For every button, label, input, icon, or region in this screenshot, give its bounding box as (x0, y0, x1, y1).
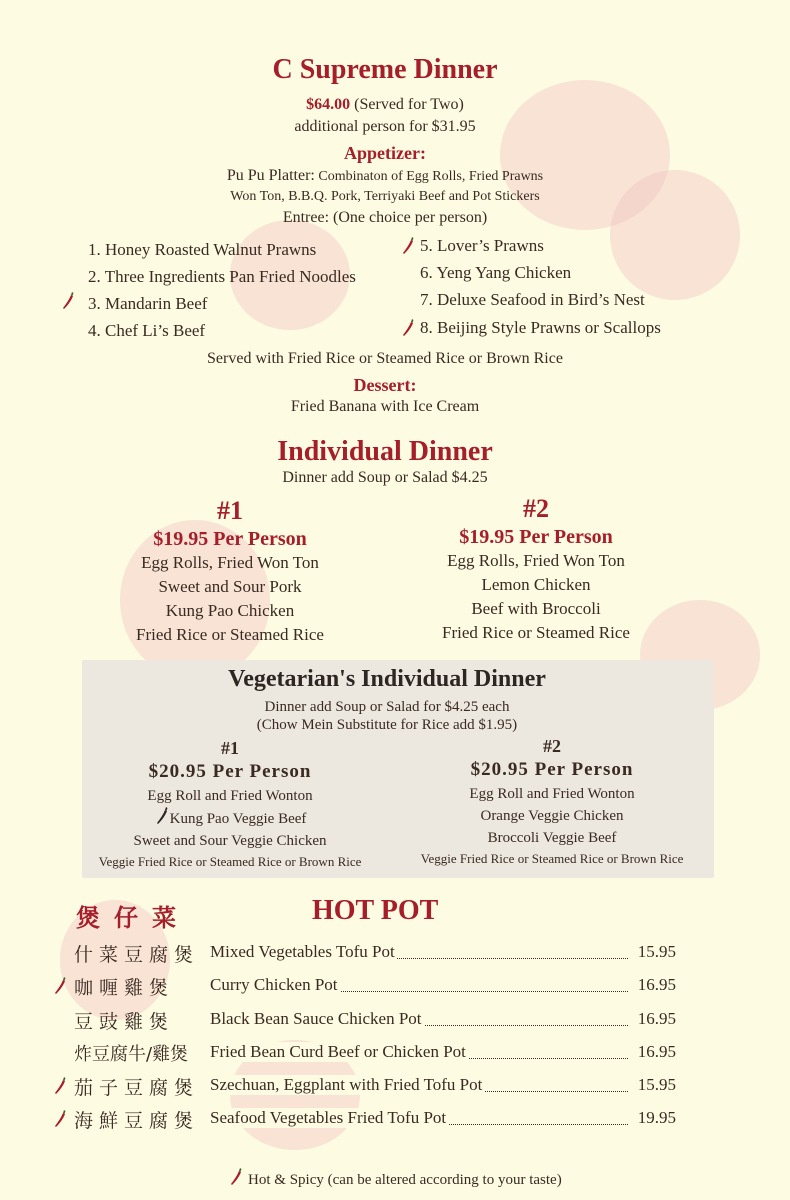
option-item: Egg Roll and Fried Wonton (469, 786, 635, 802)
chili-pepper-icon (400, 237, 416, 258)
hotpot-item-en: Black Bean Sauce Chicken Pot (210, 1009, 422, 1028)
entree-item: 1. Honey Roasted Walnut Prawns (88, 240, 317, 259)
option-price: $20.95 Per Person (470, 759, 634, 780)
hotpot-title-en: HOT POT (312, 895, 439, 926)
chili-pepper-icon (52, 1110, 68, 1131)
hotpot-row (52, 973, 692, 1001)
platter-line1 (0, 167, 770, 185)
platter-name: Pu Pu Platter: (226, 167, 315, 184)
option-item: Fried Rice or Steamed Rice (136, 625, 324, 644)
hotpot-item-price: 15.95 (637, 1075, 676, 1094)
chili-pepper-icon (228, 1172, 244, 1188)
option-item: Veggie Fried Rice or Steamed Rice or Brown Rice (98, 854, 362, 869)
chili-pepper-icon (60, 292, 76, 313)
hotpot-item-en: Seafood Vegetables Fried Tofu Pot (210, 1108, 447, 1127)
option-item-spicy (80, 807, 380, 830)
option-number: #1 (217, 496, 243, 525)
hotpot-item-zh: 海鮮豆腐煲 (74, 1110, 200, 1132)
entree-item: 7. Deluxe Seafood in Bird’s Nest (420, 290, 645, 309)
hotpot-item-zh: 咖喱雞煲 (74, 977, 175, 999)
chili-pepper-icon (154, 811, 170, 827)
option-item: Lemon Chicken (481, 575, 591, 594)
hotpot-item-price: 19.95 (637, 1108, 676, 1127)
supreme-additional: additional person for $31.95 (294, 118, 476, 135)
option-number: #2 (543, 736, 561, 756)
individual-option-1 (100, 496, 360, 647)
dessert-item: Fried Banana with Ice Cream (290, 398, 480, 415)
entree-item: 2. Three Ingredients Pan Fried Noodles (88, 267, 356, 286)
entree-line: Entree: (One choice per person) (282, 209, 488, 226)
option-item: Kung Pao Chicken (165, 601, 295, 620)
option-price: $19.95 Per Person (153, 528, 307, 550)
hotpot-row (52, 1073, 692, 1101)
hotpot-row (52, 1007, 692, 1035)
chili-pepper-icon (52, 1077, 68, 1098)
individual-subtitle: Dinner add Soup or Salad $4.25 (282, 469, 488, 486)
vegetarian-line1: Dinner add Soup or Salad for $4.25 each (264, 699, 510, 715)
option-number: #2 (523, 494, 549, 523)
appetizer-heading: Appetizer: (344, 143, 426, 163)
entree-item: 5. Lover’s Prawns (420, 236, 544, 255)
option-item: Orange Veggie Chicken (480, 808, 624, 824)
option-number: #1 (221, 738, 239, 758)
option-price: $19.95 Per Person (459, 526, 613, 548)
hotpot-item-price: 15.95 (637, 942, 676, 961)
hotpot-row (52, 940, 692, 968)
option-item: Veggie Fried Rice or Steamed Rice or Brown Rice (420, 851, 684, 866)
option-item: Kung Pao Veggie Beef (169, 811, 307, 827)
hotpot-row (52, 1106, 692, 1134)
supreme-price: $64.00 (306, 96, 351, 113)
entree-item: 3. Mandarin Beef (88, 294, 208, 313)
hotpot-item-zh: 豆豉雞煲 (74, 1011, 175, 1033)
hotpot-item-price: 16.95 (637, 975, 676, 994)
supreme-title: C Supreme Dinner (272, 54, 498, 85)
option-item: Sweet and Sour Pork (158, 577, 302, 596)
hotpot-item-zh: 茄子豆腐煲 (74, 1077, 200, 1099)
vegetarian-option-1 (80, 738, 380, 872)
option-item: Egg Rolls, Fried Won Ton (447, 551, 625, 570)
entree-item: 6. Yeng Yang Chicken (420, 263, 572, 282)
footer-note (0, 1168, 790, 1189)
hotpot-row (52, 1040, 692, 1068)
hotpot-item-en: Mixed Vegetables Tofu Pot (210, 942, 395, 961)
footer-note-text: Hot & Spicy (can be altered according to your taste) (244, 1172, 562, 1188)
hotpot-item-price: 16.95 (637, 1042, 676, 1061)
hotpot-item-en: Curry Chicken Pot (210, 975, 338, 994)
option-price: $20.95 Per Person (148, 761, 312, 782)
hotpot-title-zh: 煲仔菜 (76, 904, 190, 932)
vegetarian-line2: (Chow Mein Substitute for Rice add $1.95) (256, 717, 518, 733)
platter-desc: Combinaton of Egg Rolls, Fried Prawns (314, 169, 544, 184)
dessert-heading: Dessert: (353, 375, 417, 395)
hotpot-item-en: Szechuan, Eggplant with Fried Tofu Pot (210, 1075, 483, 1094)
chili-pepper-icon (400, 319, 416, 340)
option-item: Fried Rice or Steamed Rice (442, 623, 630, 642)
option-item: Beef with Broccoli (471, 599, 601, 618)
option-item: Sweet and Sour Veggie Chicken (133, 833, 327, 849)
platter-line2: Won Ton, B.B.Q. Pork, Terriyaki Beef and Pot Stickers (230, 189, 540, 204)
hotpot-item-price: 16.95 (637, 1009, 676, 1028)
entree-item: 4. Chef Li’s Beef (88, 321, 206, 340)
hotpot-item-zh: 炸豆腐牛/雞煲 (74, 1044, 189, 1065)
individual-title: Individual Dinner (277, 436, 493, 467)
chili-pepper-icon (52, 977, 68, 998)
vegetarian-option-2 (402, 736, 702, 869)
supreme-price-line (0, 96, 770, 114)
supreme-served: (Served for Two) (350, 96, 464, 113)
vegetarian-title: Vegetarian's Individual Dinner (228, 666, 546, 692)
hotpot-item-zh: 什菜豆腐煲 (74, 944, 200, 966)
individual-option-2 (406, 494, 666, 645)
served-with: Served with Fried Rice or Steamed Rice or Brown Rice (207, 350, 563, 367)
option-item: Egg Roll and Fried Wonton (147, 788, 313, 804)
hotpot-item-en: Fried Bean Curd Beef or Chicken Pot (210, 1042, 466, 1061)
option-item: Egg Rolls, Fried Won Ton (141, 553, 319, 572)
option-item: Broccoli Veggie Beef (487, 830, 617, 846)
entree-item: 8. Beijing Style Prawns or Scallops (420, 318, 661, 337)
